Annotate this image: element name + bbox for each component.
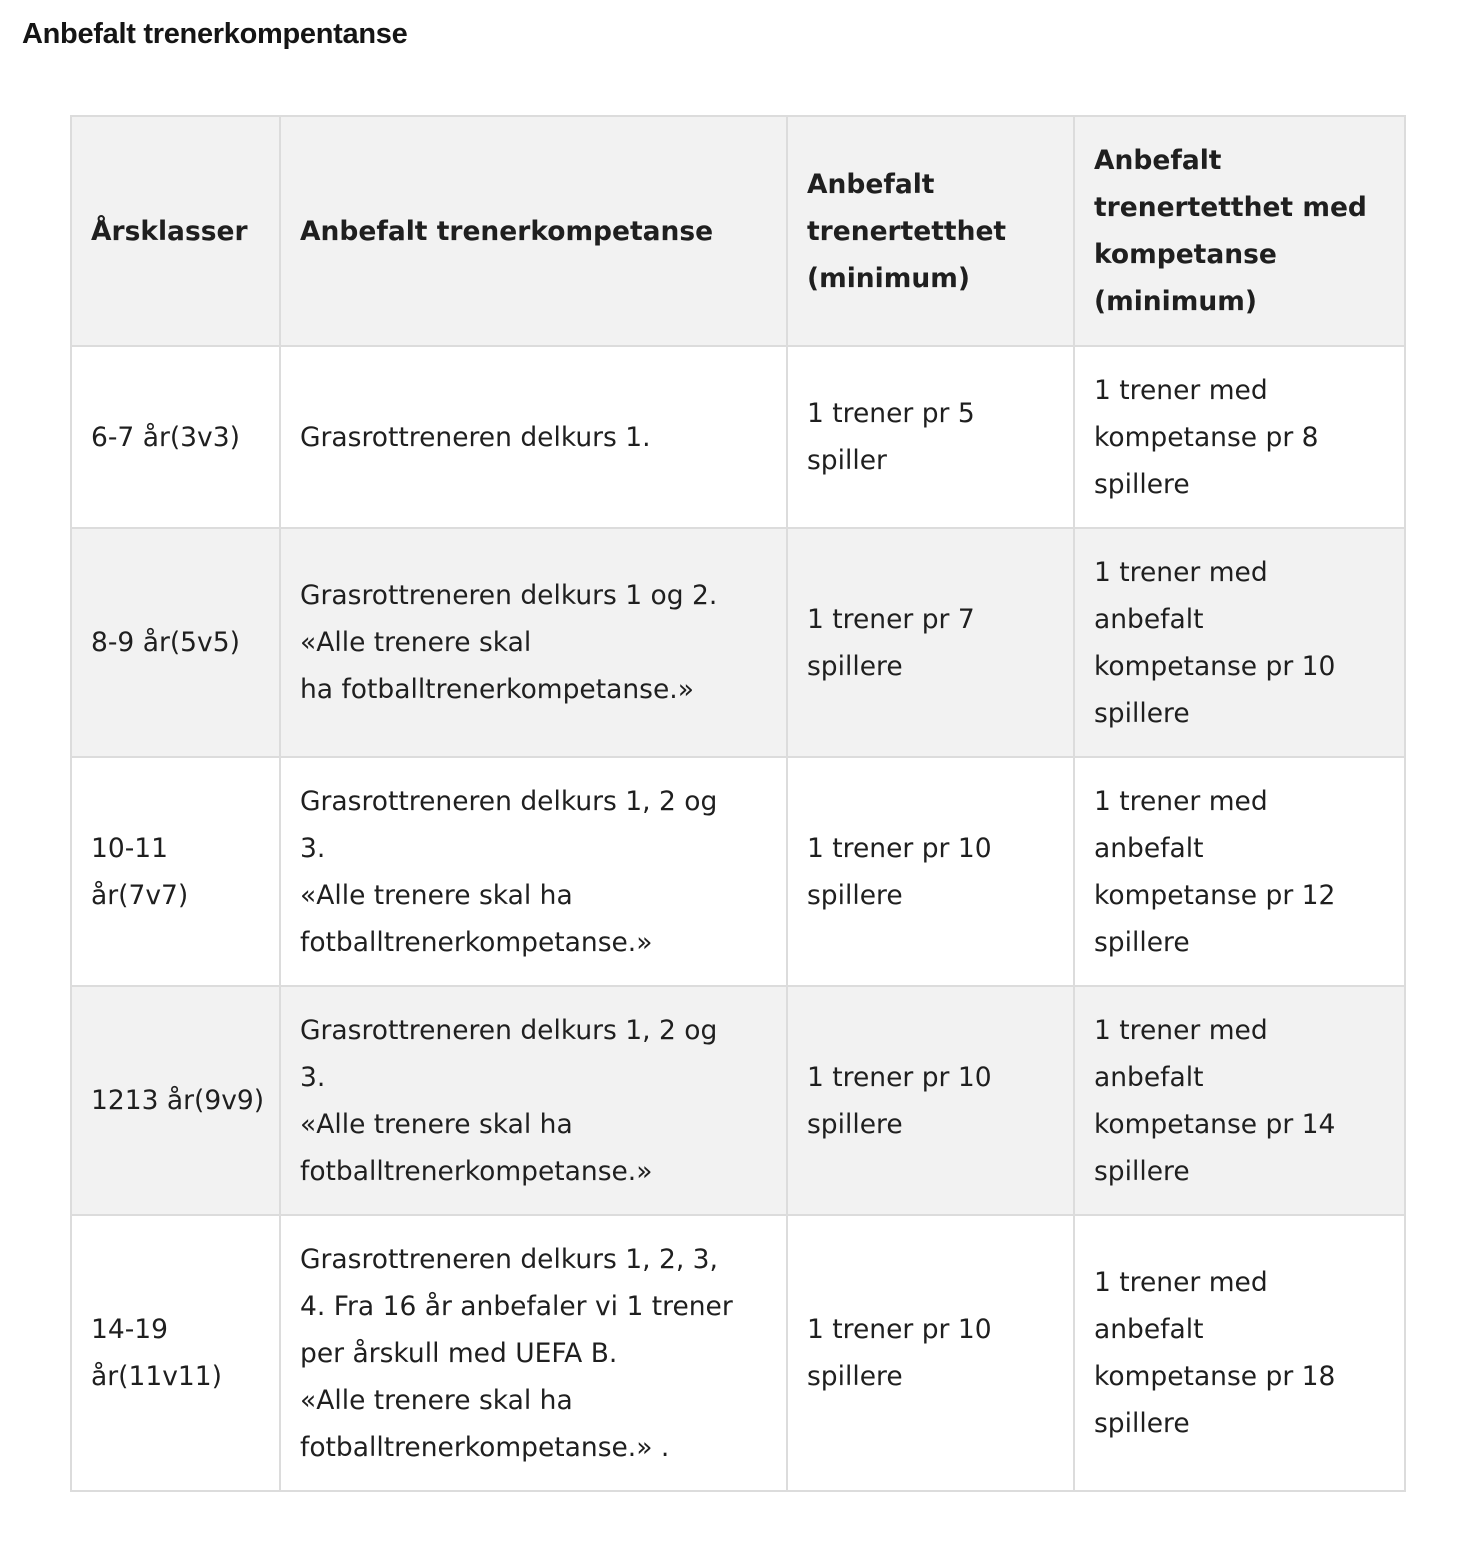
cell-line: 1 trener pr 10: [807, 832, 992, 864]
cell-line: ha fotballtrenerkompetanse.»: [300, 674, 694, 705]
cell-line: fotballtrenerkompetanse.»: [300, 926, 653, 958]
header-coach-density-with-competence: [1074, 116, 1405, 346]
header-line: (minimum): [1094, 286, 1257, 317]
cell-line: fotballtrenerkompetanse.» .: [300, 1431, 670, 1463]
cell-line: spillere: [807, 650, 903, 682]
cell-competence: [280, 986, 787, 1215]
cell-line: kompetanse pr 14: [1094, 1108, 1336, 1140]
header-line: Årsklasser: [91, 215, 248, 247]
cell-line: Grasrottreneren delkurs 1, 2 og: [300, 785, 718, 817]
cell-competence: [280, 346, 787, 528]
table-row: [71, 346, 1405, 528]
cell-density: [787, 986, 1074, 1215]
header-line: Anbefalt: [1094, 145, 1222, 176]
cell-line: spillere: [1094, 468, 1190, 500]
cell-line: Grasrottreneren delkurs 1 og 2.: [300, 580, 718, 611]
cell-line: «Alle trenere skal: [300, 627, 532, 658]
cell-density-competence: [1074, 757, 1405, 986]
cell-line: 3.: [300, 1061, 326, 1093]
cell-line: spillere: [807, 879, 903, 911]
cell-line: 8-9 år(5v5): [91, 627, 240, 658]
cell-line: år(11v11): [91, 1361, 222, 1392]
cell-line: spiller: [807, 445, 887, 476]
header-coach-density: [787, 116, 1074, 346]
cell-line: anbefalt: [1094, 1061, 1204, 1093]
cell-line: 1 trener med: [1094, 374, 1268, 406]
cell-line: 1 trener med: [1094, 785, 1268, 817]
header-recommended-competence: [280, 116, 787, 346]
cell-competence: [280, 1215, 787, 1491]
table-row: [71, 1215, 1405, 1491]
cell-density-competence: [1074, 346, 1405, 528]
cell-line: spillere: [1094, 926, 1190, 958]
cell-line: anbefalt: [1094, 1314, 1204, 1345]
cell-line: anbefalt: [1094, 603, 1204, 635]
cell-line: 1 trener pr 10: [807, 1061, 992, 1093]
cell-line: kompetanse pr 10: [1094, 650, 1336, 682]
cell-line: 10-11: [91, 832, 169, 864]
cell-competence: [280, 528, 787, 757]
cell-line: 4. Fra 16 år anbefaler vi 1 trener: [300, 1290, 733, 1322]
cell-line: 1 trener pr 10: [807, 1314, 992, 1345]
cell-competence: [280, 757, 787, 986]
header-line: trenertetthet med: [1094, 192, 1367, 223]
cell-line: 1 trener med: [1094, 1267, 1268, 1298]
cell-line: «Alle trenere skal ha: [300, 879, 573, 911]
header-line: (minimum): [807, 262, 970, 294]
cell-age: [71, 757, 280, 986]
table-header-row: [71, 116, 1405, 346]
cell-line: anbefalt: [1094, 832, 1204, 864]
cell-density-competence: [1074, 1215, 1405, 1491]
header-line: kompetanse: [1094, 239, 1277, 270]
table-row: [71, 986, 1405, 1215]
cell-line: Grasrottreneren delkurs 1.: [300, 421, 651, 453]
cell-line: kompetanse pr 8: [1094, 421, 1319, 453]
cell-line: 1213 år(9v9): [91, 1085, 265, 1116]
cell-age: [71, 528, 280, 757]
cell-line: spillere: [1094, 1155, 1190, 1187]
header-line: trenertetthet: [807, 215, 1007, 247]
coach-competence-table: [70, 115, 1406, 1492]
cell-line: kompetanse pr 12: [1094, 879, 1336, 911]
cell-line: spillere: [807, 1108, 903, 1140]
cell-density-competence: [1074, 528, 1405, 757]
cell-age: [71, 986, 280, 1215]
header-line: Anbefalt: [807, 168, 935, 200]
cell-line: spillere: [807, 1361, 903, 1392]
page-title: Anbefalt trenerkompentanse: [22, 18, 408, 50]
cell-line: år(7v7): [91, 879, 189, 911]
cell-age: [71, 1215, 280, 1491]
cell-line: 1 trener med: [1094, 556, 1268, 588]
cell-line: «Alle trenere skal ha: [300, 1384, 573, 1416]
cell-density: [787, 528, 1074, 757]
cell-line: «Alle trenere skal ha: [300, 1108, 573, 1140]
cell-line: 3.: [300, 832, 326, 864]
cell-line: per årskull med UEFA B.: [300, 1337, 618, 1369]
cell-line: Grasrottreneren delkurs 1, 2 og: [300, 1014, 718, 1046]
cell-line: 1 trener pr 7: [807, 603, 975, 635]
table-row: [71, 757, 1405, 986]
cell-line: 1 trener pr 5: [807, 398, 975, 429]
header-line: Anbefalt trenerkompetanse: [300, 215, 714, 247]
cell-line: 14-19: [91, 1314, 169, 1345]
cell-density: [787, 1215, 1074, 1491]
cell-line: spillere: [1094, 1408, 1190, 1439]
cell-line: spillere: [1094, 697, 1190, 729]
cell-line: kompetanse pr 18: [1094, 1361, 1336, 1392]
cell-line: 6-7 år(3v3): [91, 421, 240, 453]
cell-age: [71, 346, 280, 528]
header-age-classes: [71, 116, 280, 346]
cell-density-competence: [1074, 986, 1405, 1215]
cell-line: Grasrottreneren delkurs 1, 2, 3,: [300, 1243, 718, 1275]
cell-line: 1 trener med: [1094, 1014, 1268, 1046]
cell-line: fotballtrenerkompetanse.»: [300, 1155, 653, 1187]
cell-density: [787, 757, 1074, 986]
table-row: [71, 528, 1405, 757]
cell-density: [787, 346, 1074, 528]
